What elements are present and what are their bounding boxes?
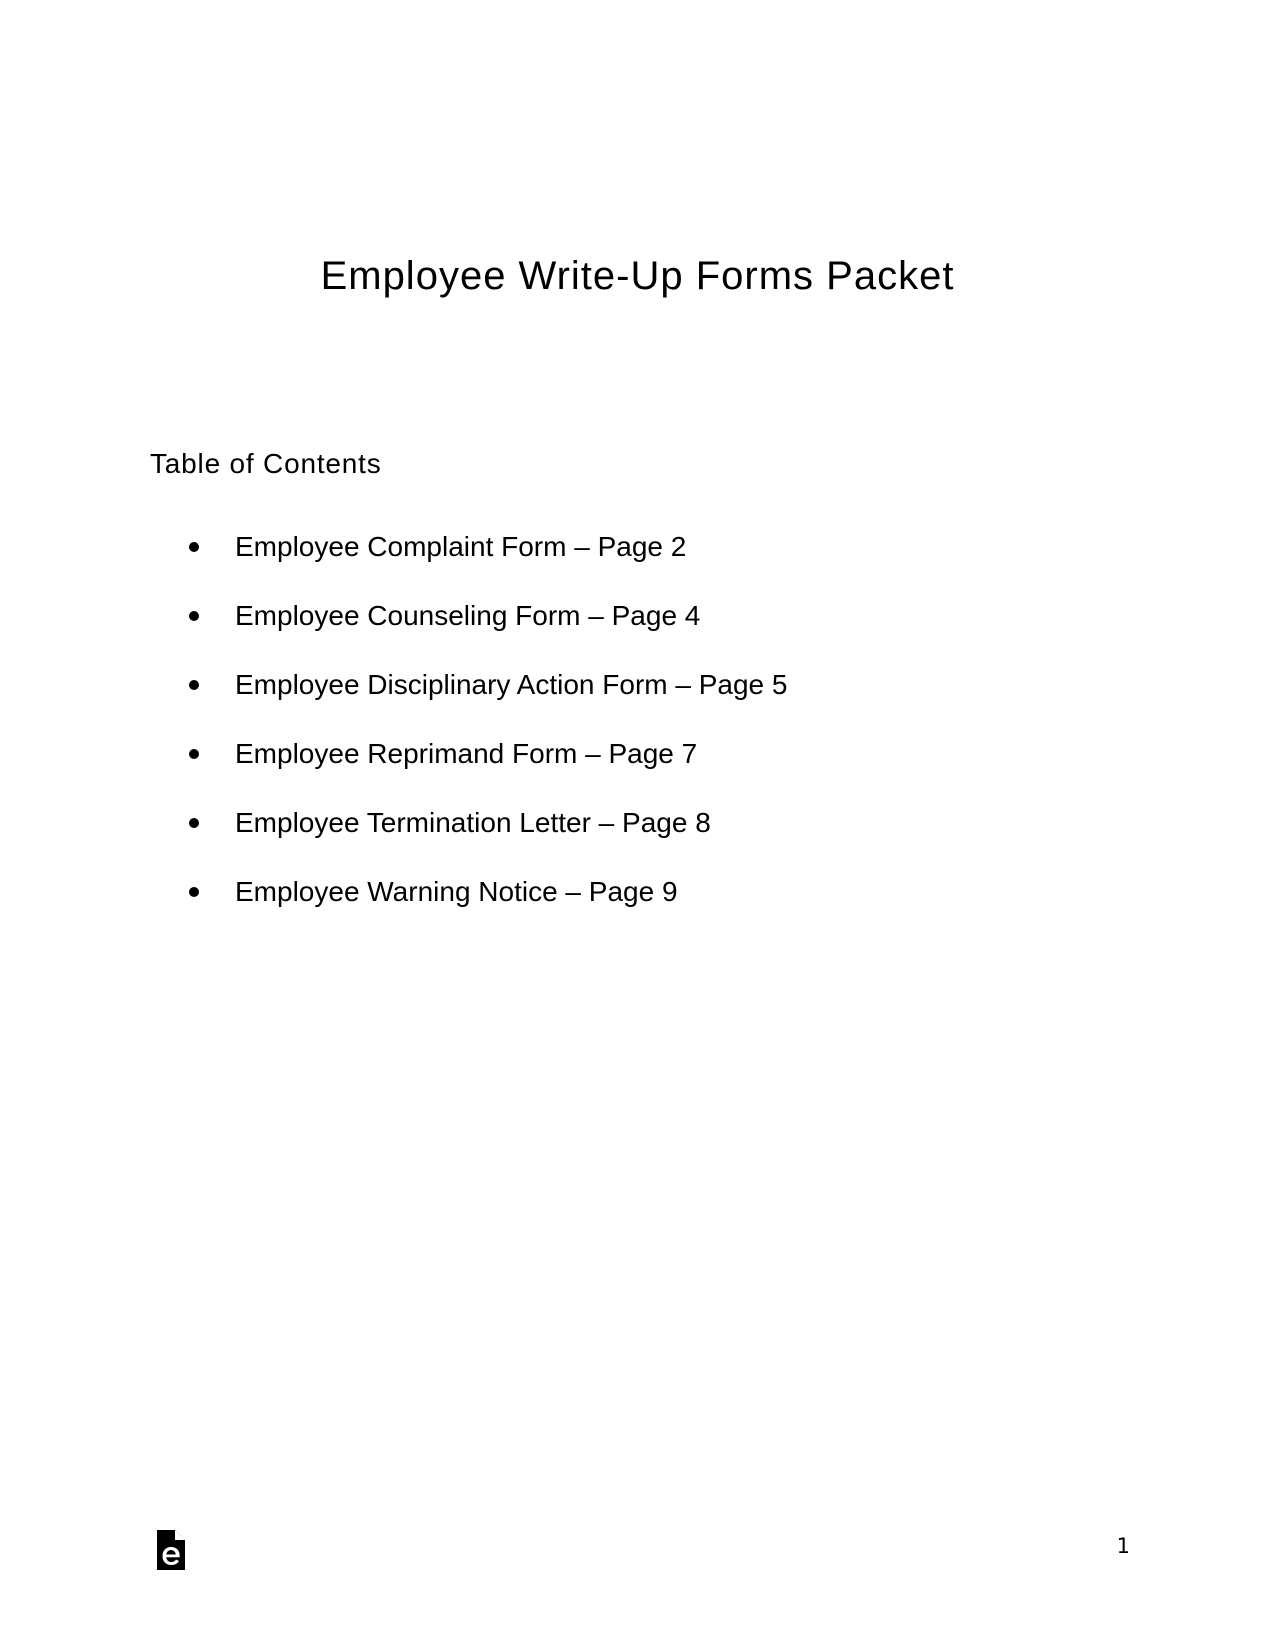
toc-item-label: Employee Reprimand Form – Page 7	[235, 737, 698, 769]
bullet-icon	[189, 611, 199, 621]
list-item	[150, 581, 787, 650]
toc-item-label: Employee Counseling Form – Page 4	[235, 599, 701, 631]
toc-item-label: Employee Disciplinary Action Form – Page 5	[235, 668, 788, 700]
list-item	[150, 512, 787, 581]
list-item	[150, 650, 787, 719]
bullet-icon	[189, 887, 199, 897]
toc-heading: Table of Contents	[150, 448, 382, 479]
page-title: Employee Write-Up Forms Packet	[320, 254, 955, 298]
list-item	[150, 788, 787, 857]
list-item	[150, 719, 787, 788]
toc-item-label: Employee Termination Letter – Page 8	[235, 806, 711, 838]
bullet-icon	[189, 818, 199, 828]
toc-item-label: Employee Warning Notice – Page 9	[235, 875, 678, 907]
bullet-icon	[189, 680, 199, 690]
toc-item-label: Employee Complaint Form – Page 2	[235, 530, 687, 562]
document-e-logo-icon	[157, 1530, 185, 1570]
toc-list	[150, 512, 787, 926]
list-item	[150, 857, 787, 926]
page-number: 1	[1116, 1534, 1130, 1558]
bullet-icon	[189, 749, 199, 759]
bullet-icon	[189, 542, 199, 552]
